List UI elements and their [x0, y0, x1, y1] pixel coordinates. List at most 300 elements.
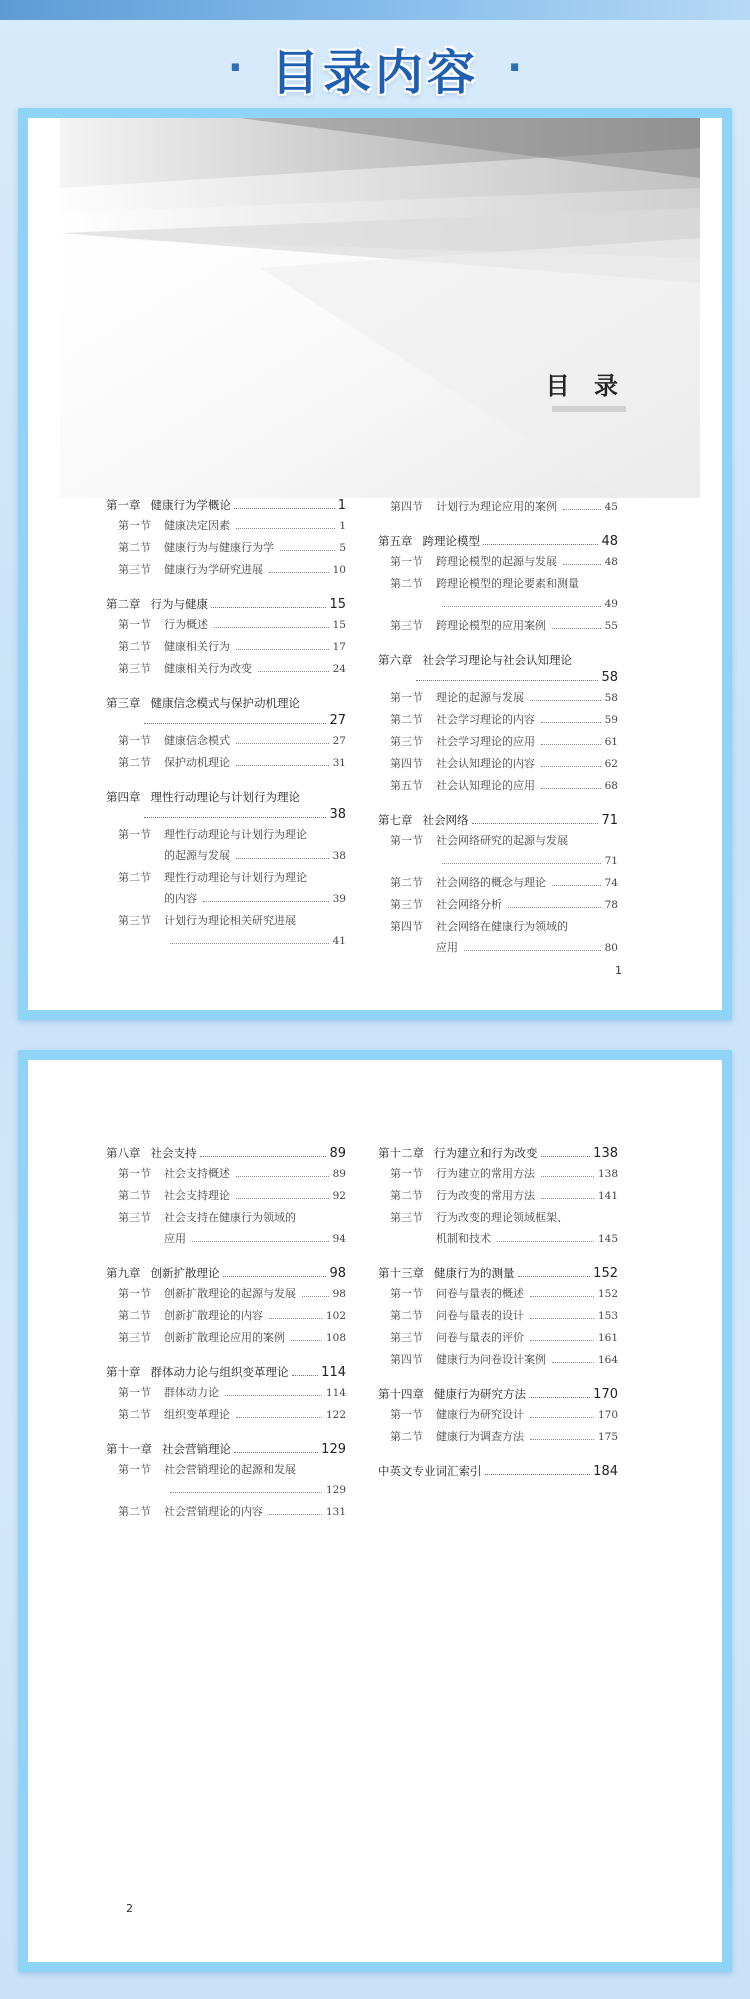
toc-frame-2 [18, 1050, 732, 1972]
page-number: 1 [615, 964, 622, 977]
dot-leader [236, 858, 329, 859]
toc-chapter [106, 1363, 346, 1382]
dot-leader [552, 885, 601, 886]
section-number: 第二节 [118, 1408, 151, 1421]
dot-leader [236, 528, 335, 529]
section-line [118, 910, 346, 931]
dot-leader [292, 1375, 319, 1376]
section-line [118, 1459, 346, 1480]
section-line [390, 1207, 618, 1228]
dot-leader [442, 606, 601, 607]
chapter-page: 48 [601, 534, 618, 549]
chapter-number: 第十三章 [378, 1266, 424, 1280]
chapter-title: 行为与健康 [150, 597, 208, 611]
section-title-continued: 机制和技术 [436, 1232, 491, 1245]
section-number: 第一节 [118, 1386, 151, 1399]
chapter-line [106, 694, 346, 712]
section-page: 71 [604, 855, 618, 867]
section-number: 第二节 [390, 1189, 423, 1202]
section-title: 社会认知理论的内容 [436, 757, 535, 770]
toc-section [106, 636, 346, 658]
section-title: 健康行为问卷设计案例 [436, 1353, 546, 1366]
toc-chapter [378, 532, 618, 551]
section-number: 第四节 [390, 1353, 423, 1366]
toc-section [378, 1283, 618, 1305]
chapter-page: 184 [593, 1464, 618, 1479]
chapter-page: 170 [593, 1387, 618, 1402]
dot-leader [214, 627, 329, 628]
dot-leader [200, 1156, 327, 1157]
section-page: 41 [332, 935, 346, 947]
section-page: 170 [597, 1409, 618, 1421]
section-title: 保护动机理论 [164, 756, 230, 769]
toc-heading-underline [552, 406, 626, 412]
chapter-line [106, 788, 346, 806]
section-page: 92 [332, 1190, 346, 1202]
decorative-stripes [60, 118, 700, 498]
toc-section [106, 1382, 346, 1404]
dot-leader [269, 572, 329, 573]
toc-heading: 目 录 [545, 371, 626, 400]
section-title: 社会学习理论的内容 [436, 713, 535, 726]
dot-leader [541, 1156, 591, 1157]
chapter-title: 理性行动理论与计划行为理论 [150, 790, 300, 804]
section-number: 第一节 [118, 734, 151, 747]
toc-section [378, 551, 618, 573]
dot-leader [541, 1176, 594, 1177]
dot-leader [258, 671, 329, 672]
section-page: 74 [604, 877, 618, 889]
section-title: 社会网络的概念与理论 [436, 876, 546, 889]
section-title-continued: 的起源与发展 [164, 849, 230, 862]
section-number: 第二节 [118, 1309, 151, 1322]
dot-leader [529, 1397, 590, 1398]
toc-section [106, 752, 346, 774]
dot-leader [234, 508, 335, 509]
section-line-continued [118, 888, 346, 910]
section-title: 问卷与量表的评价 [436, 1331, 524, 1344]
section-number: 第一节 [118, 1167, 151, 1180]
section-page: 94 [332, 1233, 346, 1245]
section-page: 5 [339, 542, 346, 554]
dot-leader [236, 1176, 329, 1177]
toc-section [378, 1349, 618, 1371]
chapter-page: 89 [329, 1146, 346, 1161]
toc-chapter [106, 1264, 346, 1283]
chapter-page: 152 [593, 1266, 618, 1281]
section-number: 第二节 [390, 876, 423, 889]
section-title: 社会网络分析 [436, 898, 502, 911]
toc-section [106, 1207, 346, 1250]
dot-leader [236, 1417, 322, 1418]
section-page: 58 [604, 692, 618, 704]
section-number: 第二节 [390, 1430, 423, 1443]
section-page: 68 [604, 780, 618, 792]
toc-chapter [106, 1440, 346, 1459]
section-page: 27 [332, 735, 346, 747]
chapter-title: 群体动力论与组织变革理论 [150, 1365, 289, 1379]
toc-section [106, 559, 346, 581]
chapter-number: 第六章 [378, 653, 413, 667]
chapter-title: 健康信念模式与保护动机理论 [150, 696, 300, 710]
toc-column-right [378, 1144, 618, 1481]
section-page: 152 [597, 1288, 618, 1300]
section-title: 社会营销理论的内容 [164, 1505, 263, 1518]
dot-leader [497, 1241, 594, 1242]
dot-leader [563, 564, 601, 565]
section-page: 129 [325, 1484, 346, 1496]
section-number: 第一节 [118, 618, 151, 631]
section-page: 24 [332, 663, 346, 675]
chapter-page: 38 [329, 807, 346, 822]
section-number: 第三节 [390, 1211, 423, 1224]
chapter-title: 创新扩散理论 [150, 1266, 220, 1280]
toc-section [378, 753, 618, 775]
toc-chapter [106, 1144, 346, 1163]
chapter-page: 98 [329, 1266, 346, 1281]
chapter-page: 58 [601, 670, 618, 685]
section-page: 89 [332, 1168, 346, 1180]
dot-leader [552, 628, 601, 629]
section-line [390, 573, 618, 594]
toc-section [378, 775, 618, 797]
dot-leader [541, 788, 601, 789]
page-title: 目录内容 [270, 44, 479, 101]
dot-leader [530, 1296, 594, 1297]
page-header [0, 28, 750, 108]
toc-section [378, 573, 618, 615]
chapter-title: 行为建立和行为改变 [434, 1146, 538, 1160]
toc-section [106, 614, 346, 636]
section-page: 61 [604, 736, 618, 748]
section-number: 第二节 [118, 1189, 151, 1202]
section-number: 第二节 [118, 541, 151, 554]
chapter-line [378, 651, 618, 669]
chapter-page: 138 [593, 1146, 618, 1161]
chapter-title: 跨理论模型 [422, 534, 480, 548]
section-page: 62 [604, 758, 618, 770]
dot-leader [144, 817, 326, 818]
section-title: 社会网络研究的起源与发展 [436, 834, 568, 847]
top-band [0, 0, 750, 20]
toc-section [106, 1163, 346, 1185]
chapter-page: 71 [601, 813, 618, 828]
section-number: 第三节 [118, 662, 151, 675]
section-number: 第一节 [390, 1408, 423, 1421]
section-title: 健康行为学研究进展 [164, 563, 263, 576]
toc-section [106, 537, 346, 559]
toc-page-2 [28, 1060, 722, 1962]
toc-section [106, 1283, 346, 1305]
chapter-title: 社会支持 [150, 1146, 197, 1160]
toc-chapter [378, 1264, 618, 1283]
dot-leader [144, 723, 326, 724]
section-title: 行为概述 [164, 618, 208, 631]
chapter-number: 第四章 [106, 790, 141, 804]
section-title: 群体动力论 [164, 1386, 219, 1399]
section-title: 计划行为理论相关研究进展 [164, 914, 296, 927]
section-page: 48 [604, 556, 618, 568]
section-page: 102 [325, 1310, 346, 1322]
section-title: 社会营销理论的起源和发展 [164, 1463, 296, 1476]
toc-chapter [106, 496, 346, 515]
toc-chapter [106, 788, 346, 824]
section-page: 17 [332, 641, 346, 653]
toc-section [106, 1305, 346, 1327]
dot-leader [541, 744, 601, 745]
chapter-line-continued [106, 806, 346, 824]
section-title: 健康信念模式 [164, 734, 230, 747]
section-number: 第一节 [118, 1463, 151, 1476]
dot-leader [236, 765, 329, 766]
section-number: 第二节 [390, 713, 423, 726]
section-page: 98 [332, 1288, 346, 1300]
section-title: 跨理论模型的起源与发展 [436, 555, 557, 568]
section-number: 第四节 [390, 920, 423, 933]
section-title: 问卷与量表的设计 [436, 1309, 524, 1322]
section-title: 行为建立的常用方法 [436, 1167, 535, 1180]
toc-section [378, 731, 618, 753]
chapter-number: 第三章 [106, 696, 141, 710]
section-page: 31 [332, 757, 346, 769]
section-number: 第三节 [118, 914, 151, 927]
section-title: 问卷与量表的概述 [436, 1287, 524, 1300]
dot-leader [541, 1198, 594, 1199]
chapter-title: 健康行为学概论 [150, 498, 231, 512]
section-line [118, 867, 346, 888]
toc-section [106, 867, 346, 910]
dot-leader [269, 1514, 322, 1515]
chapter-page: 27 [329, 713, 346, 728]
section-number: 第三节 [118, 563, 151, 576]
section-page: 122 [325, 1409, 346, 1421]
chapter-page: 129 [321, 1442, 346, 1457]
chapter-number: 第十一章 [106, 1442, 152, 1456]
chapter-title: 社会营销理论 [162, 1442, 231, 1456]
dot-leader [541, 722, 601, 723]
section-number: 第一节 [118, 519, 151, 532]
chapter-line-continued [378, 669, 618, 687]
toc-section [106, 730, 346, 752]
dot-leader [485, 1474, 591, 1475]
toc-section [378, 615, 618, 637]
dot-leader [530, 700, 601, 701]
dot-leader [442, 863, 601, 864]
section-page: 131 [325, 1506, 346, 1518]
section-page: 15 [332, 619, 346, 631]
section-title: 组织变革理论 [164, 1408, 230, 1421]
section-number: 第一节 [390, 691, 423, 704]
section-number: 第二节 [118, 756, 151, 769]
section-line [390, 830, 618, 851]
dot-leader [552, 1362, 594, 1363]
section-line-continued [118, 931, 346, 952]
section-title: 健康行为调查方法 [436, 1430, 524, 1443]
section-title: 健康相关行为改变 [164, 662, 252, 675]
chapter-title: 社会学习理论与社会认知理论 [422, 653, 572, 667]
section-title: 社会支持概述 [164, 1167, 230, 1180]
title-dot-left: · [227, 45, 243, 91]
section-number: 第三节 [390, 735, 423, 748]
chapter-number: 第十四章 [378, 1387, 424, 1401]
section-title: 理性行动理论与计划行为理论 [164, 828, 307, 841]
section-line [118, 824, 346, 845]
section-number: 第二节 [118, 871, 151, 884]
section-title-continued: 应用 [436, 941, 458, 954]
section-line [118, 1207, 346, 1228]
section-number: 第二节 [390, 1309, 423, 1322]
toc-chapter [378, 1144, 618, 1163]
section-title: 社会网络在健康行为领域的 [436, 920, 568, 933]
section-number: 第一节 [390, 555, 423, 568]
toc-chapter [378, 651, 618, 687]
toc-section [378, 709, 618, 731]
dot-leader [530, 1439, 594, 1440]
section-line-continued [118, 1480, 346, 1501]
chapter-page: 1 [337, 498, 346, 513]
section-line-continued [118, 845, 346, 867]
toc-chapter [378, 1385, 618, 1404]
dot-leader [223, 1276, 327, 1277]
dot-leader [508, 907, 601, 908]
chapter-line-continued [106, 712, 346, 730]
toc-section [106, 1501, 346, 1523]
section-title: 健康决定因素 [164, 519, 230, 532]
section-line [390, 916, 618, 937]
toc-page-1 [28, 118, 722, 1010]
toc-section [378, 496, 618, 518]
section-title: 健康相关行为 [164, 640, 230, 653]
dot-leader [225, 1395, 322, 1396]
dot-leader [541, 766, 601, 767]
section-number: 第一节 [118, 828, 151, 841]
section-title-continued: 的内容 [164, 892, 197, 905]
chapter-title: 健康行为研究方法 [434, 1387, 526, 1401]
dot-leader [236, 1198, 329, 1199]
section-page: 49 [604, 598, 618, 610]
chapter-page: 114 [321, 1365, 346, 1380]
chapter-page: 15 [329, 597, 346, 612]
section-page: 164 [597, 1354, 618, 1366]
section-number: 第一节 [390, 1287, 423, 1300]
chapter-number: 第二章 [106, 597, 141, 611]
chapter-title: 中英文专业词汇索引 [378, 1464, 482, 1478]
section-page: 39 [332, 893, 346, 905]
section-title: 创新扩散理论的内容 [164, 1309, 263, 1322]
section-page: 59 [604, 714, 618, 726]
section-page: 80 [604, 942, 618, 954]
section-page: 78 [604, 899, 618, 911]
section-title: 社会学习理论的应用 [436, 735, 535, 748]
dot-leader [211, 607, 326, 608]
toc-section [378, 1207, 618, 1250]
section-page: 45 [604, 501, 618, 513]
chapter-number: 第一章 [106, 498, 141, 512]
dot-leader [203, 901, 329, 902]
section-number: 第二节 [118, 1505, 151, 1518]
dot-leader [236, 743, 329, 744]
chapter-number: 第五章 [378, 534, 413, 548]
toc-section [106, 910, 346, 952]
chapter-title: 健康行为的测量 [434, 1266, 515, 1280]
section-number: 第二节 [118, 640, 151, 653]
dot-leader [563, 509, 601, 510]
toc-section [106, 515, 346, 537]
section-page: 138 [597, 1168, 618, 1180]
dot-leader [302, 1296, 329, 1297]
section-title: 社会支持理论 [164, 1189, 230, 1202]
toc-chapter [106, 694, 346, 730]
section-page: 55 [604, 620, 618, 632]
toc-section [106, 824, 346, 867]
section-title: 跨理论模型的理论要素和测量 [436, 577, 579, 590]
dot-leader [472, 823, 599, 824]
toc-section [106, 1185, 346, 1207]
section-number: 第三节 [390, 898, 423, 911]
toc-section [378, 1163, 618, 1185]
section-number: 第四节 [390, 500, 423, 513]
section-line-continued [118, 1228, 346, 1250]
toc-frame-1 [18, 108, 732, 1020]
section-number: 第一节 [390, 834, 423, 847]
section-page: 10 [332, 564, 346, 576]
toc-column-left [106, 496, 346, 952]
dot-leader [530, 1340, 594, 1341]
section-page: 38 [332, 850, 346, 862]
toc-section [378, 1305, 618, 1327]
toc-section [378, 1426, 618, 1448]
section-title: 创新扩散理论的起源与发展 [164, 1287, 296, 1300]
section-title: 计划行为理论应用的案例 [436, 500, 557, 513]
section-number: 第三节 [390, 619, 423, 632]
section-title: 理性行动理论与计划行为理论 [164, 871, 307, 884]
section-line-continued [390, 1228, 618, 1250]
chapter-title: 社会网络 [422, 813, 469, 827]
section-title: 跨理论模型的应用案例 [436, 619, 546, 632]
section-title: 行为改变的常用方法 [436, 1189, 535, 1202]
section-number: 第五节 [390, 779, 423, 792]
toc-section [378, 1185, 618, 1207]
chapter-number: 第十章 [106, 1365, 141, 1379]
dot-leader [170, 1492, 322, 1493]
dot-leader [170, 943, 329, 944]
toc-chapter [378, 811, 618, 830]
page-number: 2 [126, 1902, 133, 1915]
section-title: 社会认知理论的应用 [436, 779, 535, 792]
section-page: 141 [597, 1190, 618, 1202]
section-number: 第一节 [118, 1287, 151, 1300]
dot-leader [280, 550, 335, 551]
dot-leader [518, 1276, 591, 1277]
section-number: 第三节 [390, 1331, 423, 1344]
toc-section [378, 872, 618, 894]
section-line-continued [390, 851, 618, 872]
section-number: 第三节 [118, 1331, 151, 1344]
section-page: 145 [597, 1233, 618, 1245]
section-number: 第一节 [390, 1167, 423, 1180]
section-title: 创新扩散理论应用的案例 [164, 1331, 285, 1344]
chapter-number: 第九章 [106, 1266, 141, 1280]
toc-chapter [106, 595, 346, 614]
toc-chapter [378, 1462, 618, 1481]
toc-section [106, 1327, 346, 1349]
dot-leader [269, 1318, 322, 1319]
title-dot-right: · [507, 45, 523, 91]
dot-leader [234, 1452, 318, 1453]
section-title: 社会支持在健康行为领域的 [164, 1211, 296, 1224]
toc-section [378, 687, 618, 709]
chapter-number: 第十二章 [378, 1146, 424, 1160]
